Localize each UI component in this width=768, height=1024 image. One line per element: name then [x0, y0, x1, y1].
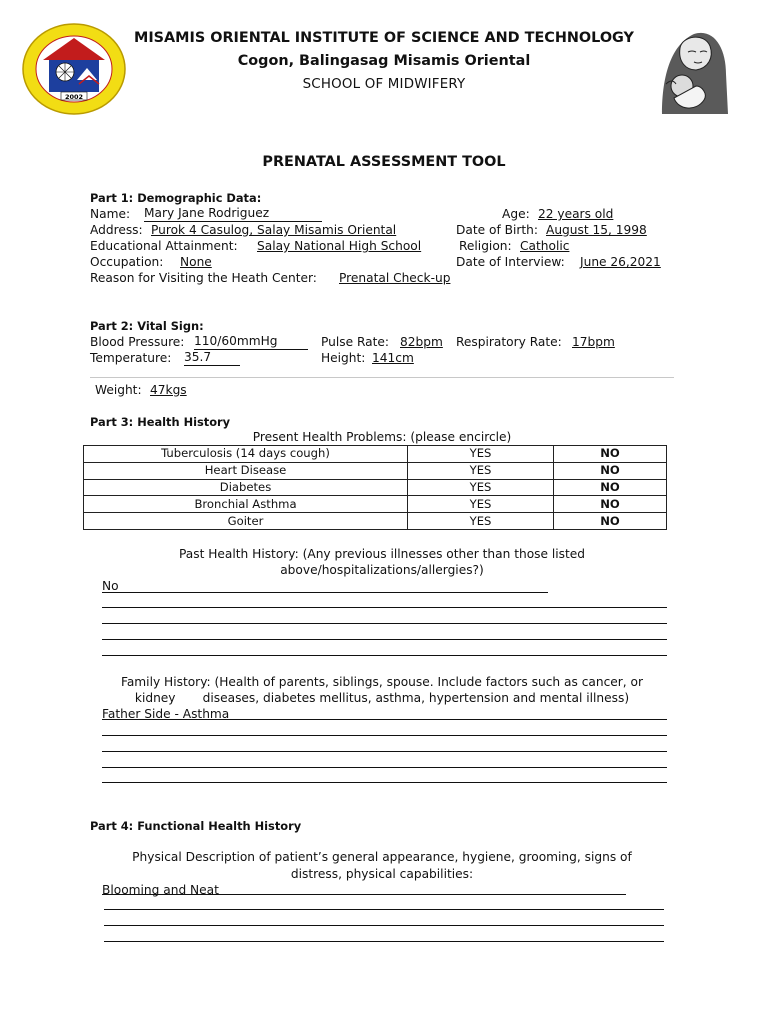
past-health-caption-line1: Past Health History: (Any previous illnesses other than those listed [178, 547, 586, 561]
family-history-caption-line1: Family History: (Health of parents, siblings, spouse. Include factors such as cancer, or [120, 675, 644, 689]
family-history-caption-line2: kidney diseases, diabetes mellitus, asthma, hypertension and mental illness) [134, 691, 630, 705]
answer-line [102, 719, 667, 720]
weight-value: 47kgs [150, 383, 187, 397]
table-row [84, 446, 667, 463]
occupation-value: None [180, 255, 212, 269]
answer-line [102, 735, 667, 736]
answer-line [102, 782, 667, 783]
yes-option[interactable]: YES [408, 496, 554, 513]
past-health-caption-line2: above/hospitalizations/allergies?) [280, 563, 484, 577]
no-option[interactable]: NO [554, 513, 667, 530]
present-health-table [83, 445, 667, 530]
temperature-value: 35.7 [184, 350, 240, 366]
physical-description-caption-line2: distress, physical capabilities: [290, 867, 474, 881]
answer-line [104, 941, 664, 942]
yes-option[interactable]: YES [408, 479, 554, 496]
physical-description-answer: Blooming and Neat [102, 883, 219, 897]
height-label: Height: [321, 351, 366, 365]
answer-line [102, 592, 548, 593]
pulse-rate-label: Pulse Rate: [321, 335, 390, 349]
part4-heading: Part 4: Functional Health History [90, 819, 302, 833]
form-title: PRENATAL ASSESSMENT TOOL [262, 154, 506, 170]
respiratory-rate-value: 17bpm [572, 335, 615, 349]
dob-label: Date of Birth: [456, 223, 538, 237]
address-label: Address: [90, 223, 143, 237]
education-value: Salay National High School [257, 239, 422, 253]
interview-date-value: June 26,2021 [580, 255, 661, 269]
school-seal-logo [21, 22, 127, 116]
name-value: Mary Jane Rodriguez [144, 206, 322, 222]
no-option[interactable]: NO [554, 462, 667, 479]
yes-option[interactable]: YES [408, 513, 554, 530]
answer-line [102, 767, 667, 768]
pulse-rate-value: 82bpm [400, 335, 443, 349]
mother-and-child-illustration [652, 24, 734, 118]
blood-pressure-value: 110/60mmHg [194, 334, 308, 350]
part2-heading: Part 2: Vital Sign: [90, 319, 204, 333]
answer-line [102, 655, 667, 656]
table-row [84, 479, 667, 496]
yes-option[interactable]: YES [408, 462, 554, 479]
visit-reason-label: Reason for Visiting the Heath Center: [90, 271, 317, 285]
part1-heading: Part 1: Demographic Data: [90, 191, 262, 205]
answer-line [102, 607, 667, 608]
physical-description-caption-line1: Physical Description of patient’s general appearance, hygiene, grooming, signs of [132, 850, 632, 864]
yes-option[interactable]: YES [408, 446, 554, 463]
age-value: 22 years old [538, 207, 614, 221]
interview-date-label: Date of Interview: [456, 255, 565, 269]
answer-line [102, 894, 626, 895]
occupation-label: Occupation: [90, 255, 164, 269]
answer-line [102, 623, 667, 624]
respiratory-rate-label: Respiratory Rate: [456, 335, 562, 349]
answer-line [104, 925, 664, 926]
weight-label: Weight: [95, 383, 142, 397]
religion-label: Religion: [459, 239, 512, 253]
table-row [84, 496, 667, 513]
family-history-answer: Father Side - Asthma [102, 707, 230, 721]
problem-cell: Goiter [84, 513, 408, 530]
temperature-label: Temperature: [90, 351, 172, 365]
religion-value: Catholic [520, 239, 570, 253]
address-value: Purok 4 Casulog, Salay Misamis Oriental [151, 223, 397, 237]
table-row [84, 513, 667, 530]
name-label: Name: [90, 207, 131, 221]
education-label: Educational Attainment: [90, 239, 238, 253]
past-health-answer: No [102, 579, 119, 593]
visit-reason-value: Prenatal Check-up [339, 271, 451, 285]
logo-year-text: 2002 [64, 93, 84, 101]
present-health-caption: Present Health Problems: (please encircle) [252, 430, 512, 444]
blood-pressure-label: Blood Pressure: [90, 335, 185, 349]
problem-cell: Diabetes [84, 479, 408, 496]
age-label: Age: [502, 207, 530, 221]
height-value: 141cm [372, 351, 414, 365]
school-name: SCHOOL OF MIDWIFERY [302, 77, 466, 92]
institute-location: Cogon, Balingasag Misamis Oriental [237, 53, 531, 69]
answer-line [104, 909, 664, 910]
institute-name: MISAMIS ORIENTAL INSTITUTE OF SCIENCE AND TECHNOLOGY [134, 30, 634, 46]
no-option[interactable]: NO [554, 479, 667, 496]
answer-line [102, 639, 667, 640]
dob-value: August 15, 1998 [546, 223, 647, 237]
problem-cell: Bronchial Asthma [84, 496, 408, 513]
section-divider [90, 377, 674, 378]
table-row [84, 462, 667, 479]
answer-line [102, 751, 667, 752]
no-option[interactable]: NO [554, 496, 667, 513]
problem-cell: Heart Disease [84, 462, 408, 479]
problem-cell: Tuberculosis (14 days cough) [84, 446, 408, 463]
no-option[interactable]: NO [554, 446, 667, 463]
part3-heading: Part 3: Health History [90, 415, 231, 429]
